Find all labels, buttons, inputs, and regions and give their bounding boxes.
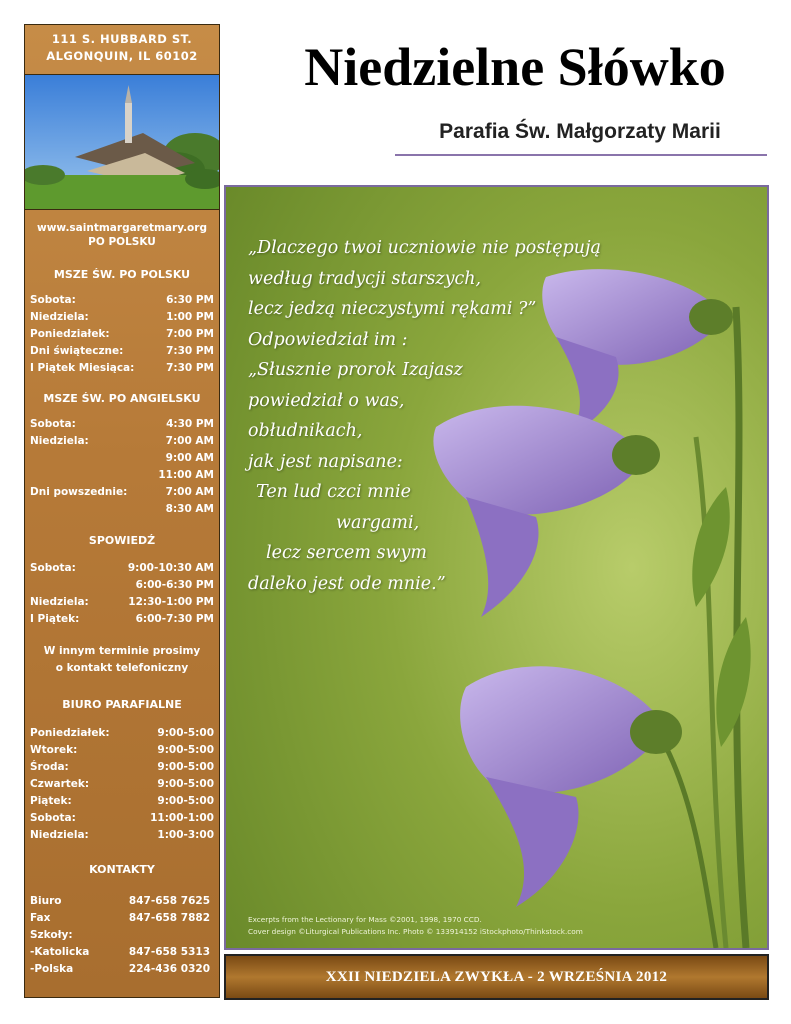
phone-number[interactable]: 847-658 7625: [128, 895, 210, 907]
day-label: Dni powszednie:: [30, 486, 128, 498]
confession-note: [25, 643, 219, 677]
credit-line: Cover design ©Liturgical Publications Inc. Photo © 133914152 iStockphoto/Thinkstock.com: [248, 927, 583, 936]
parish-name: Parafia Św. Małgorzaty Marii: [439, 120, 721, 143]
day-label: Środa:: [30, 761, 69, 773]
confession-heading: SPOWIEDŹ: [88, 534, 156, 547]
address-city: ALGONQUIN, IL 60102: [46, 49, 198, 63]
day-label: Niedziela:: [30, 311, 89, 323]
day-label: Sobota:: [30, 812, 76, 824]
quote-line: „Dlaczego twoi uczniowie nie postępują: [248, 238, 601, 258]
quote-line: według tradycji starszych,: [248, 268, 482, 289]
office-heading: BIURO PARAFIALNE: [62, 698, 182, 711]
time-value: 4:30 PM: [166, 418, 214, 430]
day-label: I Piątek:: [30, 613, 80, 625]
contacts-heading: KONTAKTY: [89, 863, 155, 876]
time-value: 8:30 AM: [165, 503, 214, 515]
time-value: 7:30 PM: [166, 362, 214, 374]
quote-line: lecz sercem swym: [266, 543, 427, 563]
time-value: 7:00 AM: [165, 435, 214, 447]
time-value: 9:00 AM: [165, 452, 214, 464]
day-label: Czwartek:: [30, 778, 90, 790]
time-value: 9:00-10:30 AM: [127, 562, 214, 574]
day-label: Sobota:: [30, 562, 76, 574]
address-street: 111 S. HUBBARD ST.: [51, 32, 193, 46]
day-label: Poniedziałek:: [30, 727, 110, 739]
day-label: Poniedziałek:: [30, 328, 110, 340]
time-value: 7:00 AM: [165, 486, 214, 498]
info-sidebar: [24, 24, 220, 998]
time-value: 7:30 PM: [166, 345, 214, 357]
quote-line: jak jest napisane:: [248, 451, 403, 472]
time-value: 6:00-6:30 PM: [135, 579, 214, 591]
credit-line: Excerpts from the Lectionary for Mass ©2001, 1998, 1970 CCD.: [248, 915, 482, 924]
day-label: Niedziela:: [30, 596, 89, 608]
liturgical-date: XXII NIEDZIELA ZWYKŁA - 2 WRZEŚNIA 2012: [325, 968, 668, 985]
time-value: 6:30 PM: [166, 294, 214, 306]
contact-label: -Polska: [30, 963, 74, 975]
time-value: 7:00 PM: [166, 328, 214, 340]
day-label: Sobota:: [30, 418, 76, 430]
quote-line: „Słusznie prorok Izajasz: [248, 360, 463, 380]
phone-number[interactable]: 847-658 5313: [128, 946, 210, 958]
day-label: Dni świąteczne:: [30, 345, 124, 357]
parish-address: [25, 25, 219, 69]
polish-mass-heading: MSZE ŚW. PO POLSKU: [53, 268, 191, 281]
note-line: o kontakt telefoniczny: [55, 662, 189, 674]
contact-label: -Katolicka: [30, 946, 90, 958]
liturgical-date-bar: [224, 954, 769, 1000]
day-label: Sobota:: [30, 294, 76, 306]
note-line: W innym terminie prosimy: [43, 645, 201, 657]
time-value: 1:00 PM: [166, 311, 214, 323]
time-value: 9:00-5:00: [157, 795, 214, 807]
quote-line: wargami,: [336, 512, 420, 533]
english-mass-heading: MSZE ŚW. PO ANGIELSKU: [43, 392, 201, 405]
time-value: 12:30-1:00 PM: [128, 596, 214, 608]
time-value: 9:00-5:00: [157, 778, 214, 790]
contact-label: Fax: [30, 912, 51, 924]
time-value: 11:00-1:00: [150, 812, 214, 824]
quote-line: Ten lud czci mnie: [256, 482, 411, 502]
po-polsku-label: PO POLSKU: [88, 236, 156, 248]
phone-number[interactable]: 847-658 7882: [128, 912, 210, 924]
cover-image: [224, 185, 769, 950]
quote-line: daleko jest ode mnie.”: [248, 573, 446, 594]
quote-line: obłudnikach,: [248, 421, 363, 441]
contact-label: Biuro: [30, 895, 62, 907]
parish-website[interactable]: [25, 222, 219, 248]
quote-line: lecz jedzą nieczystymi rękami ?”: [248, 299, 537, 319]
time-value: 11:00 AM: [158, 469, 214, 481]
time-value: 1:00-3:00: [157, 829, 214, 841]
image-credits: [248, 914, 583, 938]
time-value: 9:00-5:00: [157, 761, 214, 773]
quote-line: Odpowiedział im :: [248, 329, 408, 350]
phone-number[interactable]: 224-436 0320: [128, 963, 210, 975]
time-value: 9:00-5:00: [157, 744, 214, 756]
day-label: Niedziela:: [30, 829, 89, 841]
website-link[interactable]: www.saintmargaretmary.org: [37, 222, 207, 234]
quote-line: powiedział o was,: [248, 390, 405, 411]
church-photo: [25, 74, 219, 210]
time-value: 6:00-7:30 PM: [135, 613, 214, 625]
title-divider: [395, 154, 767, 156]
gospel-quote: [248, 233, 601, 599]
day-label: I Piątek Miesiąca:: [30, 362, 135, 374]
day-label: Piątek:: [30, 795, 72, 807]
bulletin-title: Niedzielne Słówko: [304, 37, 726, 97]
time-value: 9:00-5:00: [157, 727, 214, 739]
day-label: Niedziela:: [30, 435, 89, 447]
contact-label: Szkoły:: [30, 929, 73, 941]
day-label: Wtorek:: [30, 744, 78, 756]
